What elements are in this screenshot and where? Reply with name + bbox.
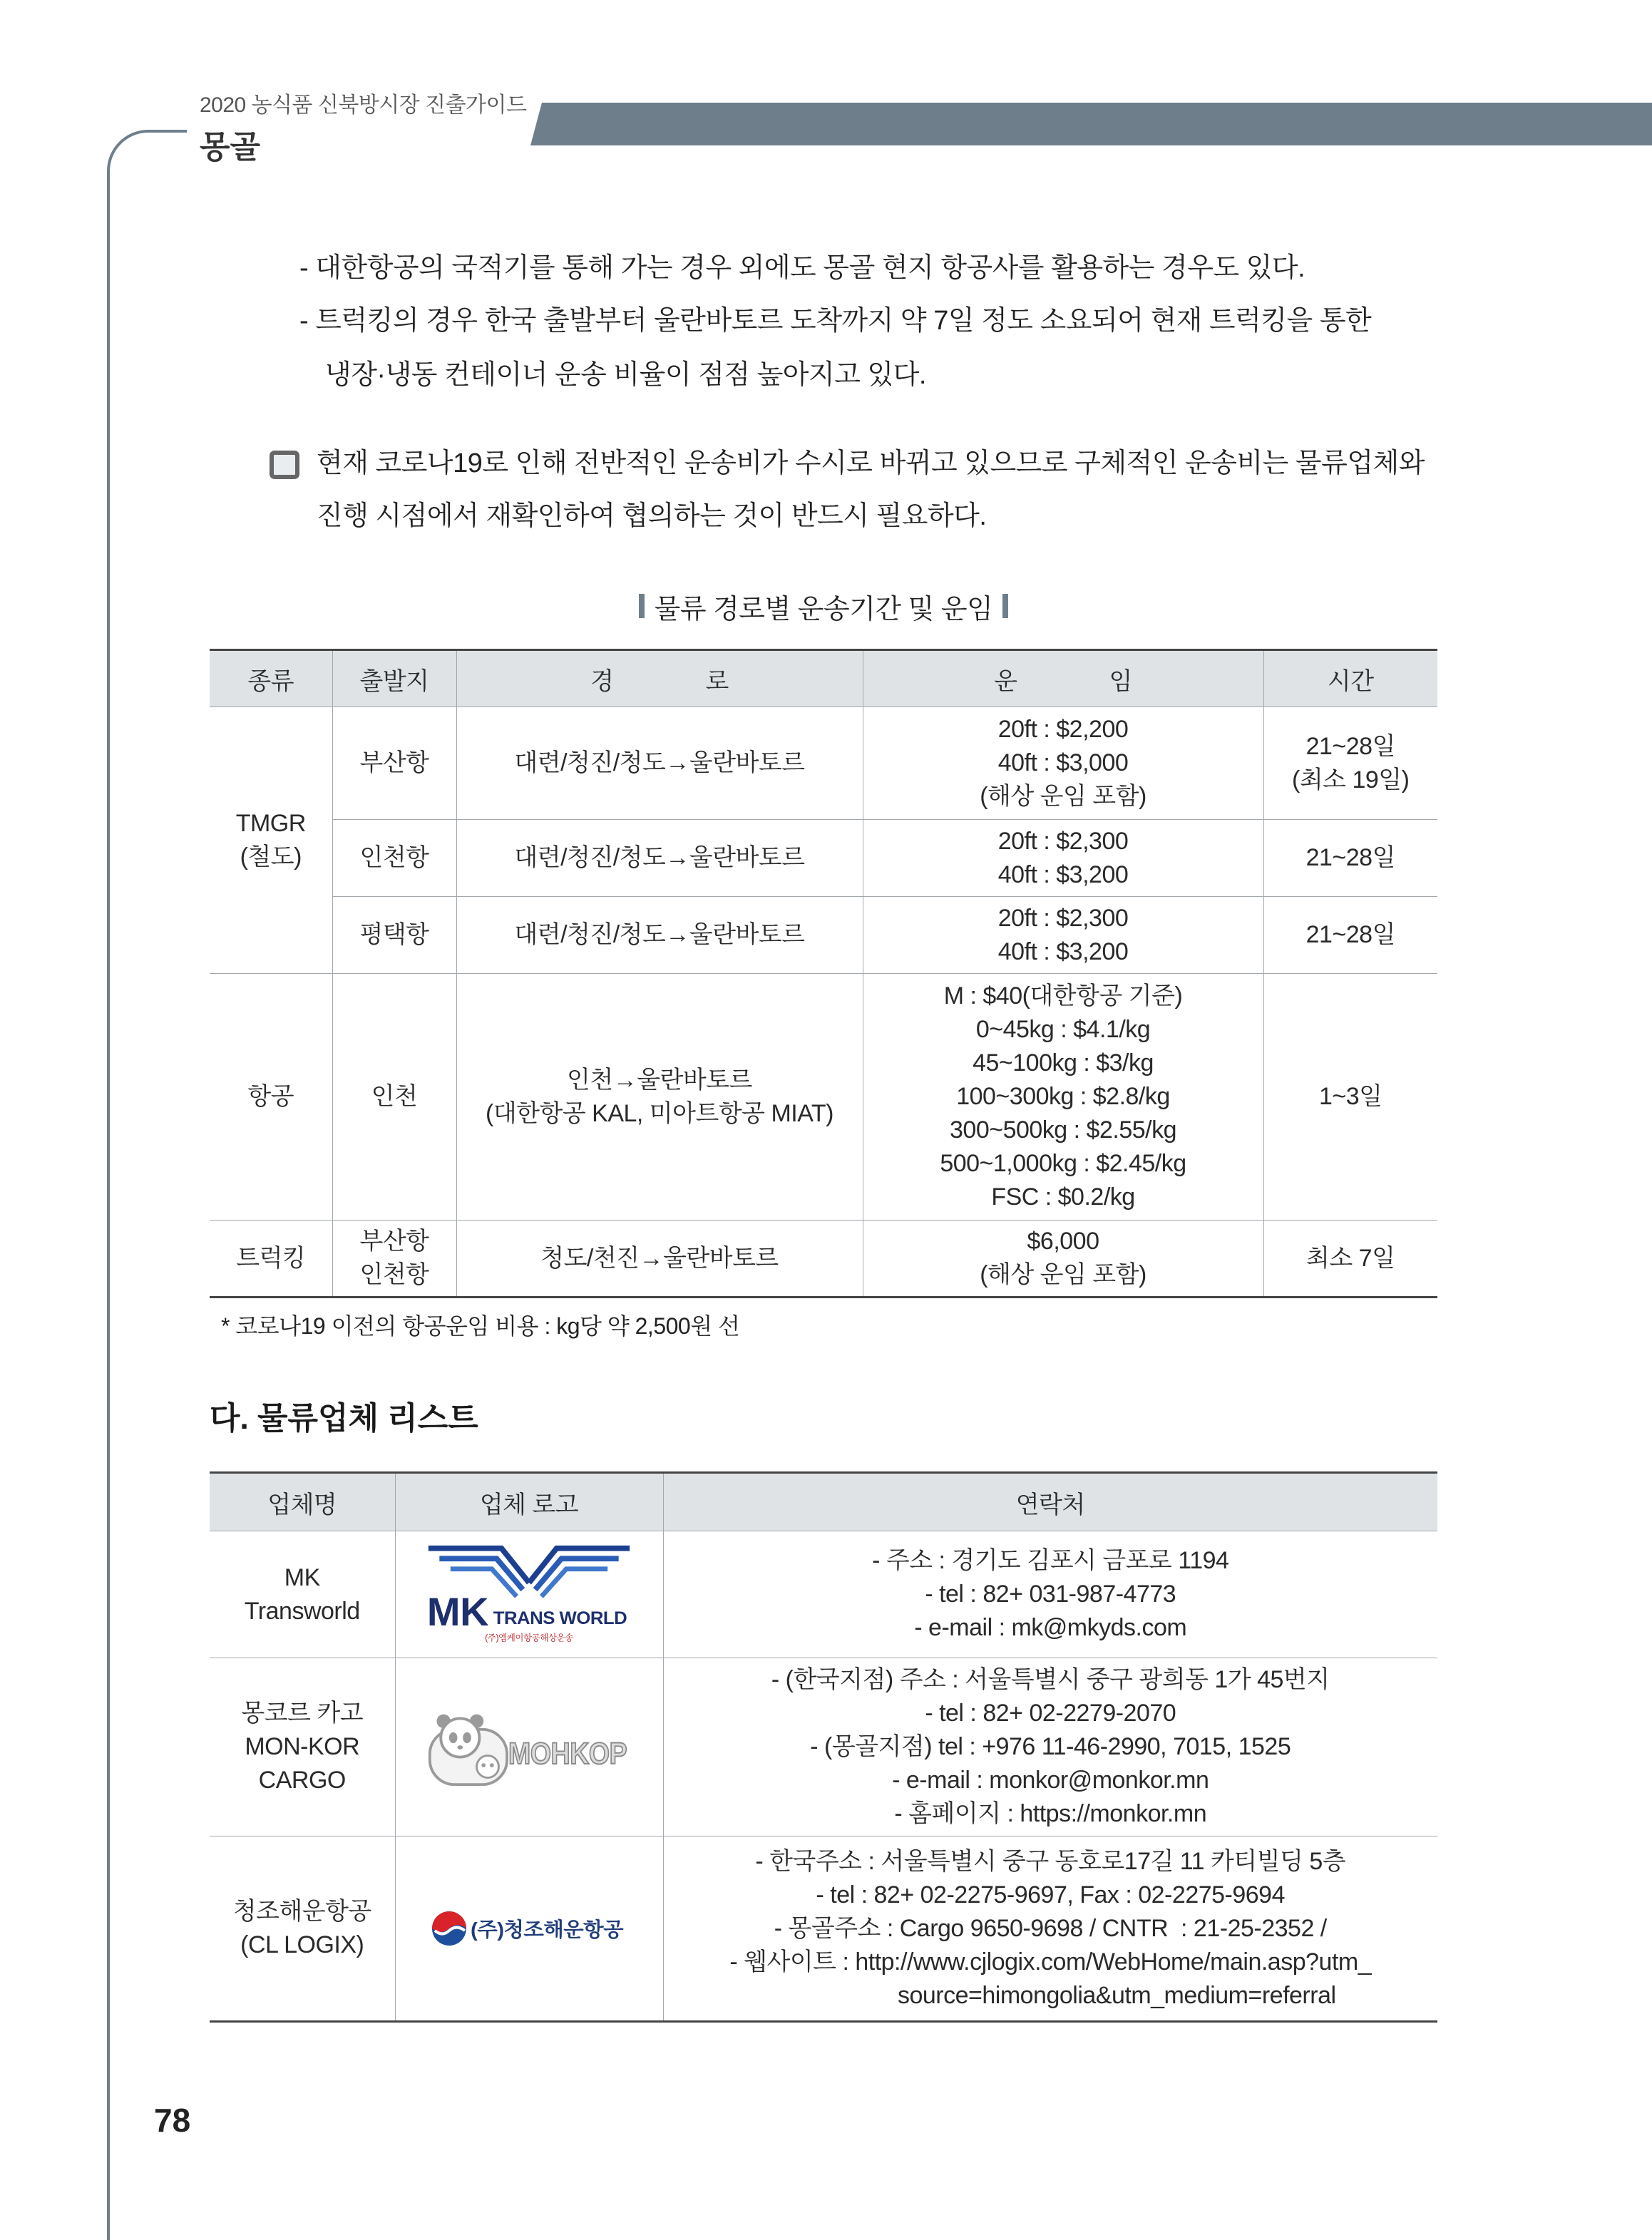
cell-rate <box>863 897 1263 974</box>
cell-line: TMGR <box>235 809 306 837</box>
contact-line-continued: source=himongolia&utm_medium=referral <box>897 1981 1336 2009</box>
cell-line: 인천항 <box>359 844 429 871</box>
table-row <box>210 1836 1437 2022</box>
cell-line: 300~500kg : $2.55/kg <box>950 1116 1176 1144</box>
cell-route <box>456 897 863 974</box>
cell-line: 40ft : $3,200 <box>997 937 1129 965</box>
cell-route <box>456 1221 863 1298</box>
cell-company-name <box>210 1836 395 2022</box>
cell-line: 최소 7일 <box>1306 1244 1395 1272</box>
cell-type <box>210 707 332 974</box>
cell-line: 부산항 <box>359 749 429 776</box>
cell-time <box>1263 1221 1437 1298</box>
col-header-time: 시간 <box>1263 650 1437 707</box>
dash-line-continued: 냉장·냉동 컨테이너 운송 비율이 점점 높아지고 있다. <box>325 360 926 390</box>
contact-line: - tel : 82+ 02-2275-9697, Fax : 02-2275-9694 <box>816 1881 1286 1908</box>
box-bullet-line: 진행 시점에서 재확인하여 협의하는 것이 반드시 필요하다. <box>317 501 987 531</box>
col-header-logo: 업체 로고 <box>395 1473 663 1531</box>
cell-time <box>1263 707 1437 820</box>
cell-line: Transworld <box>244 1597 360 1625</box>
cell-line: $6,000 <box>1027 1228 1099 1255</box>
cell-line: (최소 19일) <box>1292 766 1410 793</box>
cell-contact <box>663 1658 1437 1836</box>
contact-line: - 주소 : 경기도 김포시 금포로 1194 <box>872 1547 1229 1574</box>
table-row <box>210 897 1437 974</box>
contact-line: - 몽골주소 : Cargo 9650-9698 / CNTR : 21-25-2352 / <box>774 1914 1327 1942</box>
cell-line: 21~28일 <box>1305 921 1395 948</box>
page-frame-line <box>107 130 187 2240</box>
cell-line: 500~1,000kg : $2.45/kg <box>940 1150 1186 1177</box>
cell-company-name <box>210 1531 395 1658</box>
contact-line: - tel : 82+ 02-2279-2070 <box>925 1700 1176 1727</box>
title-bar-left <box>639 594 645 618</box>
section-heading: 다. 물류업체 리스트 <box>210 1401 478 1436</box>
cell-line: 1~3일 <box>1318 1083 1382 1110</box>
cell-line: 21~28일 <box>1305 844 1395 871</box>
cell-line: 20ft : $2,300 <box>997 827 1129 855</box>
contact-line: - e-mail : mk@mkyds.com <box>914 1614 1187 1641</box>
dash-line: - 트럭킹의 경우 한국 출발부터 울란바토르 도착까지 약 7일 정도 소요되어 현재 트럭킹을 통한 <box>299 306 1372 336</box>
cell-line: (철도) <box>240 843 302 870</box>
table-title <box>210 585 1437 627</box>
table-row <box>210 1531 1437 1658</box>
cell-origin <box>332 897 456 974</box>
cell-line: 인천 <box>371 1083 418 1110</box>
contact-line: - (한국지점) 주소 : 서울특별시 중구 광희동 1가 45번지 <box>771 1666 1330 1693</box>
cell-line: 40ft : $3,000 <box>997 749 1129 776</box>
cell-line: 0~45kg : $4.1/kg <box>975 1016 1151 1043</box>
cell-line: 대련/청진/청도→울란바토르 <box>514 844 805 871</box>
cell-route <box>456 820 863 897</box>
cell-route <box>456 974 863 1221</box>
contact-line: - tel : 82+ 031-987-4773 <box>925 1581 1176 1608</box>
page-number: 78 <box>154 2102 191 2139</box>
table-header-row <box>210 650 1437 707</box>
cell-line: (해상 운임 포함) <box>980 783 1146 810</box>
mk-transworld-logo <box>426 1543 632 1646</box>
cell-contact <box>663 1836 1437 2022</box>
cell-line: MON-KOR <box>245 1733 360 1760</box>
col-header-route: 경 로 <box>456 650 863 707</box>
cell-logo <box>395 1836 663 2022</box>
cell-contact <box>663 1531 1437 1658</box>
cell-rate <box>863 1221 1263 1298</box>
cell-origin <box>332 1221 456 1298</box>
cell-line: 40ft : $3,200 <box>997 860 1129 888</box>
cell-line: (대한항공 KAL, 미아트항공 MIAT) <box>486 1099 833 1127</box>
header-bar <box>530 103 1652 145</box>
cell-line: (CL LOGIX) <box>240 1931 364 1958</box>
panda-head-icon <box>441 1718 479 1757</box>
table-title-text: 물류 경로별 운송기간 및 운임 <box>654 594 993 625</box>
cell-line: 대련/청진/청도→울란바토르 <box>514 749 805 776</box>
company-table <box>210 1471 1437 2023</box>
contact-line: - e-mail : monkor@monkor.mn <box>892 1767 1209 1794</box>
guide-title: 2020 농식품 신북방시장 진출가이드 <box>200 93 527 117</box>
cell-type <box>210 974 332 1221</box>
table-row <box>210 1658 1437 1836</box>
cell-rate <box>863 820 1263 897</box>
cell-route <box>456 707 863 820</box>
logo-wordmark-text: MOHKOP <box>508 1736 627 1771</box>
cell-line: 대련/청진/청도→울란바토르 <box>514 921 805 948</box>
cell-line: 청조해운항공 <box>232 1898 371 1925</box>
box-bullet-line: 현재 코로나19로 인해 전반적인 운송비가 수시로 바뀌고 있으므로 구체적인 운송비는 물류업체와 <box>317 448 1425 478</box>
table-header-row <box>210 1473 1437 1531</box>
table-footnote: * 코로나19 이전의 항공운임 비용 : kg당 약 2,500원 선 <box>221 1313 740 1339</box>
cell-origin <box>332 820 456 897</box>
cell-time <box>1263 897 1437 974</box>
cell-line: 몽코르 카고 <box>241 1700 364 1727</box>
freight-table <box>210 649 1437 1298</box>
cell-line: 부산항 <box>359 1228 429 1255</box>
cl-logix-logo <box>429 1907 629 1950</box>
cell-line: 청도/천진→울란바토르 <box>540 1244 779 1272</box>
cell-company-name <box>210 1658 395 1836</box>
cell-line: MK <box>284 1563 320 1591</box>
title-bar-right <box>1002 594 1008 618</box>
cell-line: FSC : $0.2/kg <box>991 1183 1135 1211</box>
table-row <box>210 974 1437 1221</box>
logo-wordmark-text: TRANS WORLD <box>493 1608 627 1629</box>
cell-time <box>1263 974 1437 1221</box>
cell-origin <box>332 974 456 1221</box>
table-row <box>210 1221 1437 1298</box>
col-header-type: 종류 <box>210 650 332 707</box>
contact-line: - 홈페이지 : https://monkor.mn <box>894 1800 1207 1827</box>
cell-line: 트럭킹 <box>236 1244 306 1272</box>
table-row <box>210 707 1437 820</box>
dash-line: - 대한항공의 국적기를 통해 가는 경우 외에도 몽골 현지 항공사를 활용하는 경우도 있다. <box>299 253 1305 283</box>
cell-line: 평택항 <box>359 921 429 948</box>
logo-wordmark-text: (주)청조해운항공 <box>471 1918 616 1941</box>
cell-type <box>210 1221 332 1298</box>
monkor-logo <box>426 1706 632 1789</box>
cell-line: 21~28일 <box>1305 732 1395 760</box>
logo-mark-text: MK <box>426 1589 489 1634</box>
cell-origin <box>332 707 456 820</box>
col-header-rate: 운 임 <box>863 650 1263 707</box>
cell-line: 45~100kg : $3/kg <box>973 1049 1154 1077</box>
col-header-company: 업체명 <box>210 1473 395 1531</box>
cell-line: 인천→울란바토르 <box>567 1066 752 1094</box>
cell-time <box>1263 820 1437 897</box>
cell-line: (해상 운임 포함) <box>980 1261 1146 1288</box>
section-title: 몽골 <box>200 130 261 165</box>
cell-line: CARGO <box>258 1767 346 1794</box>
col-header-origin: 출발지 <box>332 650 456 707</box>
contact-line: - 한국주소 : 서울특별시 중구 동호로17길 11 카티빌딩 5층 <box>755 1847 1346 1875</box>
logo-caption-text: (주)엠케이항공해상운송 <box>485 1633 573 1643</box>
col-header-contact: 연락처 <box>663 1473 1437 1531</box>
cell-rate <box>863 974 1263 1221</box>
table-row <box>210 820 1437 897</box>
cell-line: M : $40(대한항공 기준) <box>943 982 1183 1009</box>
cell-line: 20ft : $2,200 <box>997 716 1129 743</box>
cell-line: 20ft : $2,300 <box>997 904 1129 932</box>
cell-logo <box>395 1531 663 1658</box>
cell-line: 인천항 <box>359 1261 429 1288</box>
contact-line: - 웹사이트 : http://www.cjlogix.com/WebHome/main.asp?utm_ <box>729 1948 1372 1976</box>
cell-line: 항공 <box>247 1083 294 1110</box>
checkbox-icon <box>270 451 299 479</box>
cell-rate <box>863 707 1263 820</box>
cell-line: 100~300kg : $2.8/kg <box>956 1083 1170 1110</box>
cell-logo <box>395 1658 663 1836</box>
contact-line: - (몽골지점) tel : +976 11-46-2990, 7015, 1525 <box>810 1733 1291 1760</box>
